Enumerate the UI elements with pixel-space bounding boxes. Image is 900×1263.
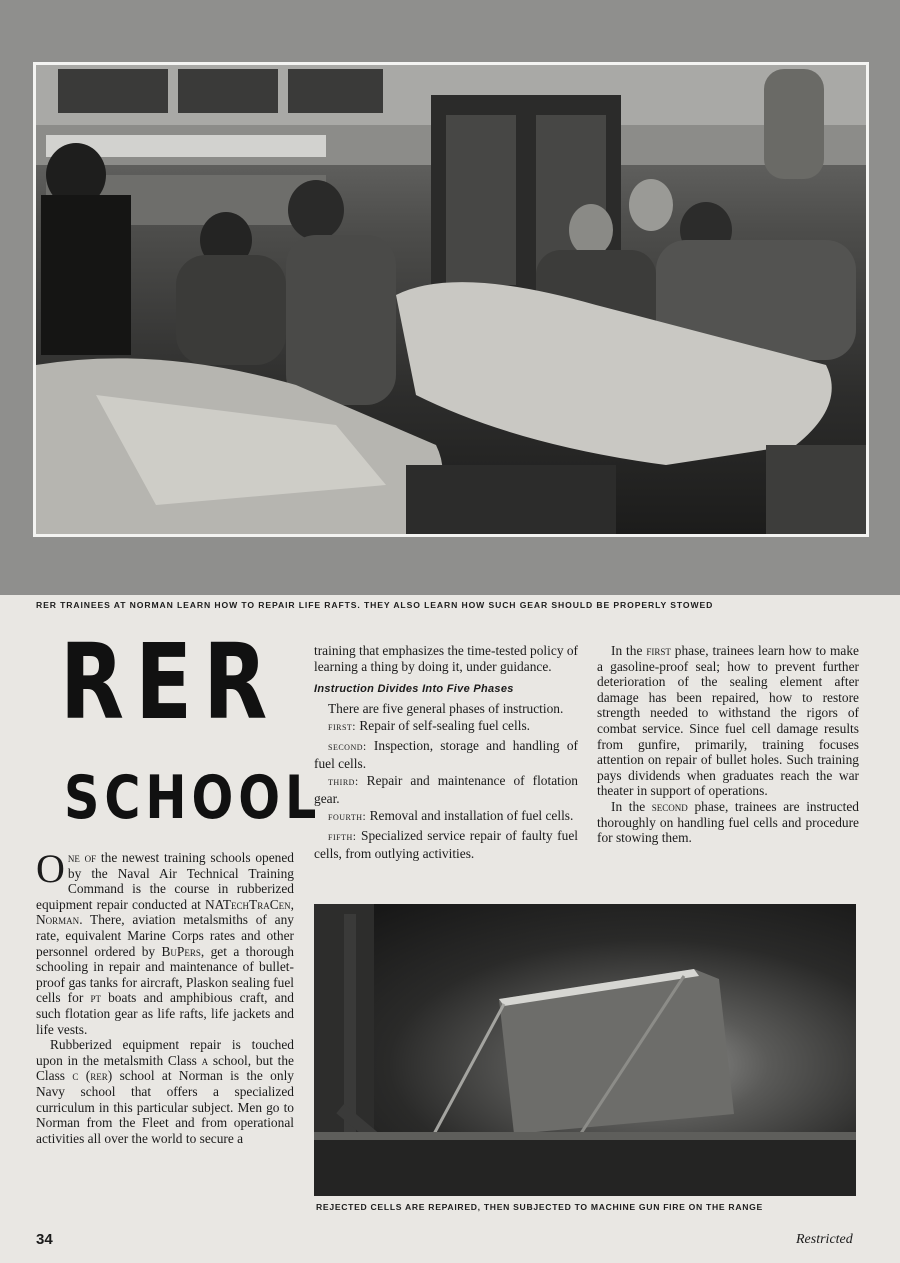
second-smallcaps: second bbox=[651, 798, 688, 814]
p-text: phase, trainees are instructed thoroughly on handling fuel cells and procedure for stowing them. bbox=[597, 798, 859, 846]
p2-paren: ( bbox=[78, 1068, 91, 1084]
natechtracen-norman: NATechTraCen, Norman bbox=[36, 896, 294, 928]
phase-text: Repair of self-sealing fuel cells. bbox=[355, 718, 530, 734]
restricted-label: Restricted bbox=[796, 1232, 853, 1247]
second-paragraph bbox=[36, 1037, 294, 1146]
intro-text-c: , get a thorough schooling in repair and maintenance of bullet-proof gas tanks for aircraft, Plaskon sealing fuel cells for bbox=[36, 943, 295, 1006]
photo-scene bbox=[36, 65, 866, 534]
intro-paragraph bbox=[36, 846, 295, 1037]
page-number: 34 bbox=[36, 1231, 53, 1248]
phase-text: Removal and installation of fuel cells. bbox=[366, 808, 574, 824]
p-text: In the bbox=[611, 643, 647, 658]
intro-text-b: . There, aviation metalsmiths of any rate, equivalent Marine Corps rates and other personnel ordered by bbox=[36, 912, 294, 959]
dropcap: O bbox=[36, 846, 65, 891]
article-column-1 bbox=[36, 846, 295, 1146]
bupers: BuPers bbox=[161, 943, 201, 959]
bottom-photo-caption: REJECTED CELLS ARE REPAIRED, THEN SUBJECTED TO MACHINE GUN FIRE ON THE RANGE bbox=[316, 1202, 763, 1212]
p2-text-b: school, but the Class bbox=[36, 1052, 294, 1084]
p2-text-a: Rubberized equipment repair is touched upon in the metalsmith Class bbox=[36, 1037, 294, 1068]
article-column-3 bbox=[597, 643, 859, 846]
phase-label: second: bbox=[328, 740, 367, 753]
class-a: a bbox=[201, 1052, 209, 1068]
phase-second bbox=[314, 738, 578, 771]
top-photo-band bbox=[0, 0, 900, 595]
phase-text: Repair and maintenance of flotation gear. bbox=[314, 773, 578, 806]
watermark bbox=[176, 535, 607, 537]
phase-text: Specialized service repair of faulty fuel cells, from outlying activities. bbox=[314, 827, 578, 861]
machine-gun-range-photo bbox=[314, 904, 856, 1196]
phase-fourth bbox=[314, 808, 578, 826]
p-text: In the bbox=[611, 798, 652, 814]
phase-first bbox=[314, 718, 578, 736]
phase-fifth bbox=[314, 828, 578, 861]
phase-label: first: bbox=[328, 721, 356, 734]
phase-third bbox=[314, 773, 578, 806]
first-smallcaps: first bbox=[646, 643, 671, 658]
intro-smallcaps: ne of bbox=[67, 850, 97, 865]
class-c: c bbox=[72, 1068, 79, 1084]
range-scene bbox=[314, 904, 856, 1196]
phase-text: Inspection, storage and handling of fuel cells. bbox=[314, 737, 578, 771]
life-raft-repair-photo bbox=[33, 62, 869, 537]
intro-text-a: the newest training schools opened by the Naval Air Technical Training Command is the course in rubberized equipment repair conducted at bbox=[36, 850, 294, 912]
rer-abbrev: rer bbox=[90, 1068, 108, 1084]
col3-paragraph-1 bbox=[597, 643, 859, 799]
phase-label: fourth: bbox=[328, 811, 367, 824]
pt-boats: pt bbox=[90, 990, 101, 1006]
p-text: phase, trainees learn how to make a gasoline-proof seal; how to prevent further deterioration of the sealing element after damage has been repaired, how to restore strength needed to withstand the rigors of combat service. Since fuel cell damage results from gunfire, primarily, training focuses attention on repair of bullet holes. Such training pays dividends when graduates reach the war theater in support of operations. bbox=[597, 643, 859, 799]
top-photo-caption: RER TRAINEES AT NORMAN LEARN HOW TO REPAIR LIFE RAFTS. THEY ALSO LEARN HOW SUCH GEAR SHOULD BE PROPERLY STOWED bbox=[36, 600, 714, 610]
phase-label: fifth: bbox=[328, 830, 357, 843]
headline-school: SCHOOL bbox=[64, 763, 322, 833]
subhead-five-phases: Instruction Divides Into Five Phases bbox=[314, 683, 514, 696]
p2-text-d: ) school at Norman is the only Navy school that offers a specialized curriculum in this particular subject. Men go to Norman from the Fleet and from operational activities all over the world to secure a bbox=[36, 1068, 294, 1146]
col3-paragraph-2 bbox=[597, 799, 859, 846]
article-column-2 bbox=[314, 643, 578, 861]
phase-label: third: bbox=[328, 776, 359, 789]
intro-text-d: boats and amphibious craft, and such flotation gear as life rafts, life jackets and life vests. bbox=[36, 990, 294, 1037]
col2-paragraph-2: There are five general phases of instruction. bbox=[328, 700, 564, 716]
col2-paragraph-1: training that emphasizes the time-tested policy of learning a thing by doing it, under guidance. bbox=[314, 643, 579, 674]
headline-rer: RER bbox=[60, 621, 279, 743]
